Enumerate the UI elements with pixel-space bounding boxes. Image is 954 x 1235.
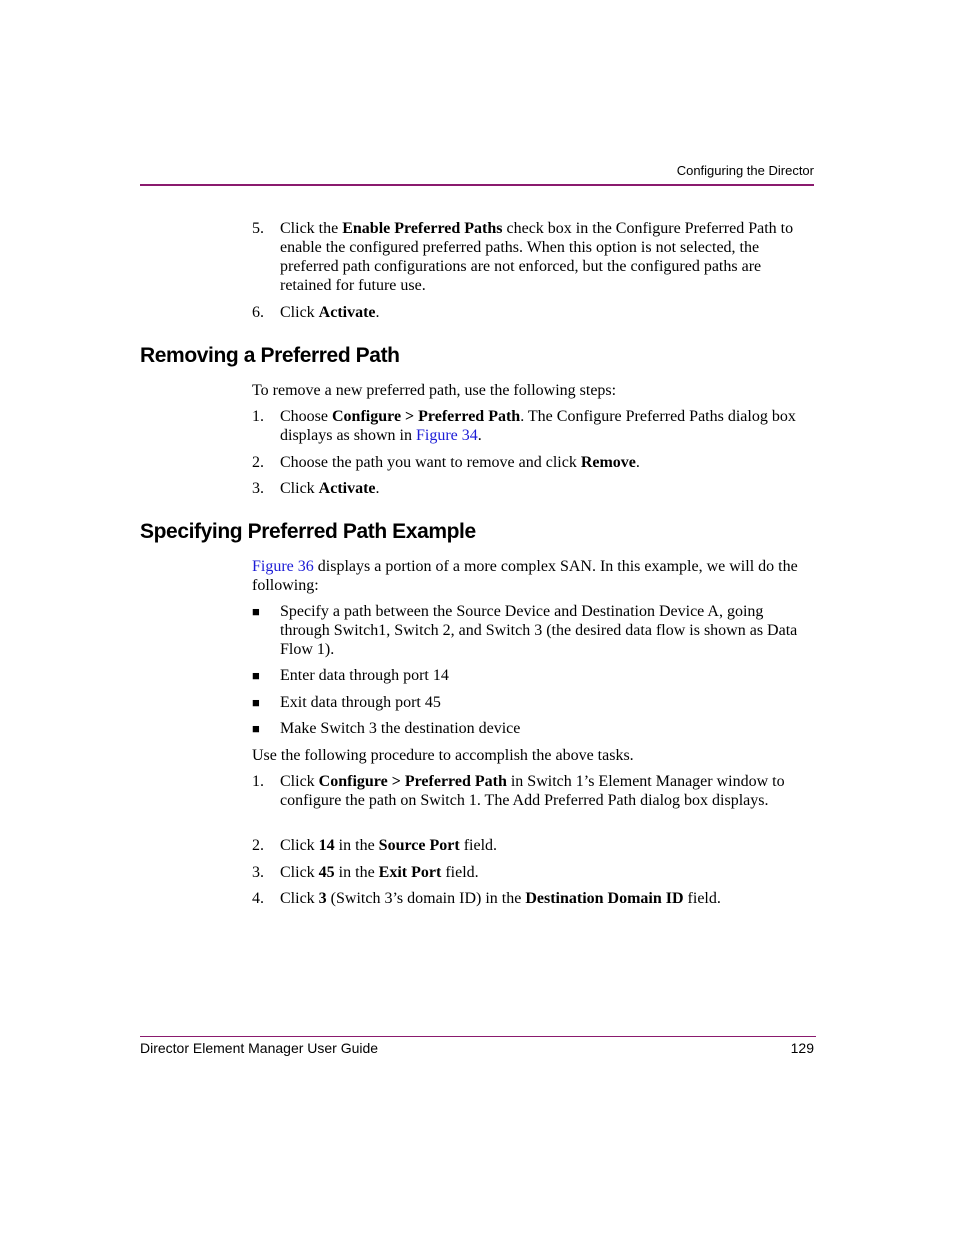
section-intro: Figure 36 displays a portion of a more complex SAN. In this example, we will do the following:: [252, 558, 798, 594]
ui-term: Configure > Preferred Path: [318, 773, 507, 790]
step-text: Click 45 in the Exit Port field.: [280, 864, 479, 881]
bullet-square-icon: ■: [252, 668, 260, 683]
ui-term: Activate: [318, 480, 376, 497]
example-step-2: [252, 836, 814, 855]
ui-term: Activate: [318, 304, 376, 321]
header-rule: [140, 184, 814, 186]
bullet-square-icon: ■: [252, 721, 260, 736]
footer-rule: [140, 1036, 816, 1037]
step-number: 1.: [252, 408, 264, 425]
removing-step-3: [252, 479, 814, 498]
step-text: Click 3 (Switch 3’s domain ID) in the Destination Domain ID field.: [280, 890, 721, 907]
example-step-3: [252, 863, 814, 882]
figure-link[interactable]: Figure 36: [252, 558, 314, 575]
step-text: Click Configure > Preferred Path in Switch 1’s Element Manager window to configure the path on Switch 1. The Add Preferred Path dialog box displays.: [280, 773, 785, 809]
bullet-item: [252, 666, 814, 685]
step-5: [252, 219, 814, 295]
procedure-intro: Use the following procedure to accomplish the above tasks.: [252, 747, 634, 764]
ui-term: Enable Preferred Paths: [342, 220, 503, 237]
step-6: [252, 303, 814, 322]
ui-term: Destination Domain ID: [525, 890, 684, 907]
page-number: 129: [790, 1040, 814, 1056]
ui-term: Remove: [580, 454, 636, 471]
bullet-text: Specify a path between the Source Device and Destination Device A, going through Switch1, Switch 2, and Switch 3 (the desired data flow is shown as Data Flow 1).: [280, 603, 798, 658]
step-text: Choose the path you want to remove and click Remove.: [280, 454, 640, 471]
step-number: 3.: [252, 480, 264, 497]
step-number: 4.: [252, 890, 264, 907]
step-number: 2.: [252, 837, 264, 854]
step-number: 2.: [252, 454, 264, 471]
step-number: 5.: [252, 220, 264, 237]
figure-link[interactable]: Figure 34: [416, 427, 478, 444]
footer-guide-title: Director Element Manager User Guide: [140, 1040, 379, 1056]
ui-term: 3: [318, 890, 327, 907]
ui-term: 45: [318, 864, 335, 881]
ui-term: Configure > Preferred Path: [332, 408, 521, 425]
example-step-1: [252, 772, 814, 810]
step-text: Click 14 in the Source Port field.: [280, 837, 498, 854]
step-number: 1.: [252, 773, 264, 790]
step-text: Click Activate.: [280, 304, 380, 321]
step-text: Click Activate.: [280, 480, 380, 497]
step-number: 6.: [252, 304, 264, 321]
running-header: Configuring the Director: [676, 163, 814, 178]
removing-step-1: [252, 407, 814, 445]
step-text: Choose Configure > Preferred Path. The Configure Preferred Paths dialog box displays as shown in Figure 34.: [280, 408, 796, 444]
step-number: 3.: [252, 864, 264, 881]
bullet-item: [252, 602, 814, 659]
bullet-square-icon: ■: [252, 604, 260, 619]
bullet-text: Make Switch 3 the destination device: [280, 720, 521, 737]
removing-step-2: [252, 453, 814, 472]
ui-term: Source Port: [378, 837, 460, 854]
bullet-text: Enter data through port 14: [280, 667, 449, 684]
ui-term: 14: [318, 837, 335, 854]
section-heading-specifying: Specifying Preferred Path Example: [140, 520, 476, 543]
section-heading-removing: Removing a Preferred Path: [140, 344, 400, 367]
example-step-4: [252, 889, 814, 908]
section-intro: To remove a new preferred path, use the following steps:: [252, 382, 617, 399]
step-text: Click the Enable Preferred Paths check box in the Configure Preferred Path to enable the configured preferred paths. When this option is not selected, the preferred path configurations are not enforced, but the configured paths are retained for future use.: [280, 220, 794, 294]
bullet-text: Exit data through port 45: [280, 694, 441, 711]
bullet-item: [252, 693, 814, 712]
bullet-square-icon: ■: [252, 695, 260, 710]
ui-term: Exit Port: [378, 864, 442, 881]
bullet-item: [252, 719, 814, 738]
